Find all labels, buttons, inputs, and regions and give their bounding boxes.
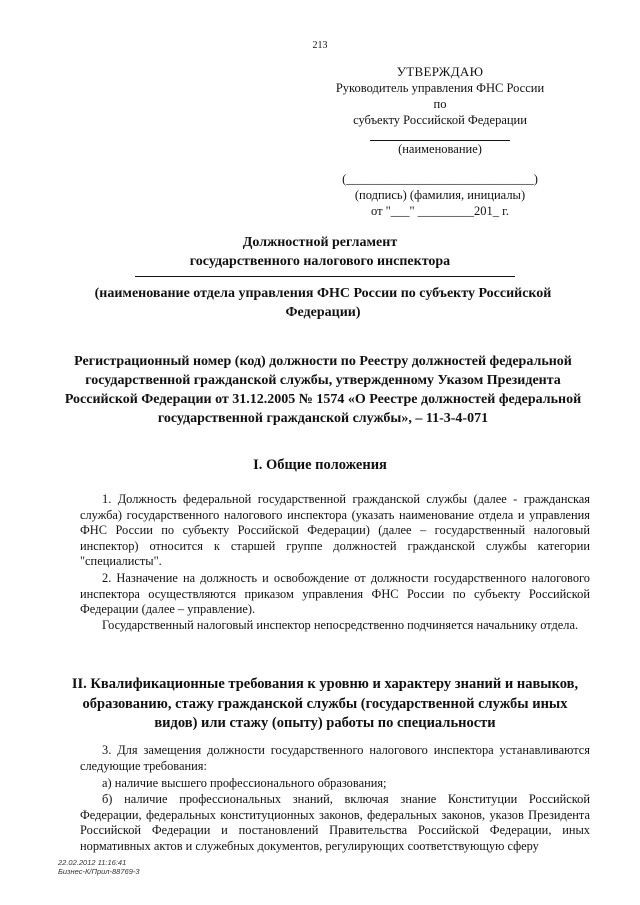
title-line2: государственного налогового инспектора [189,254,451,269]
footer-timestamp: 22.02.2012 11:16:41 [58,858,127,867]
approval-heading: УТВЕРЖДАЮ [396,64,484,79]
approval-position-line2: субъекту Российской Федерации [353,113,527,127]
section1-paragraph3: Государственный налоговый инспектор непосредственно подчиняется начальнику отдела. [102,618,579,632]
section2-item-a: а) наличие высшего профессионального образования; [102,776,387,790]
footer-file-ref: Бизнес-К/Прил-88769-3 [58,867,140,876]
name-caption: (наименование) [398,142,482,156]
section1-paragraph1: 1. Должность федеральной государственной гражданской службы (далее - гражданская служба) государственного налогового инспектора (указать наименование отдела и управления ФНС России по субъекту Российской Федерации) (далее – государственный налоговый инспектор) относится к старшей группе должностей гражданской службы категории "специалисты". [80,492,590,569]
department-blank-line [135,276,515,277]
section2-item-b: б) наличие профессиональных знаний, включая знание Конституции Российской Федерации, федеральных конституционных законов, федеральных законов, указов Президента Российской Федерации и постановлений Правительства Российской Федерации, иных нормативных актов и служебных документов, регулирующих соответствующую сферу [80,792,590,853]
signature-caption: (подпись) (фамилия, инициалы) [354,188,526,202]
footer-stamp [58,858,140,876]
signature-blank: (______________________________) [342,172,538,186]
approval-block [330,64,550,219]
section1-heading: I. Общие положения [253,457,387,473]
title-line1: Должностной регламент [242,235,398,250]
approval-position-line1: Руководитель управления ФНС России по [335,81,545,111]
name-blank-line [370,134,510,141]
section1-paragraph2: 2. Назначение на должность и освобождение от должности государственного налогового инспектора осуществляются приказом управления ФНС России по субъекту Российской Федерации (далее – управление). [80,571,590,617]
document-title [60,233,580,271]
registration-number: Регистрационный номер (код) должности по Реестру должностей федеральной государственной гражданской службы, утвержденному Указом Президента Российской Федерации от 31.12.2005 № 1574 «О Реестре должностей федеральной государственной гражданской службы», – 11-3-4-071 [64,354,582,426]
approval-date: от "___" _________201_ г. [371,204,509,218]
department-name: (наименование отдела управления ФНС России по субъекту Российской Федерации) [94,286,552,320]
section2-paragraph1: 3. Для замещения должности государственного налогового инспектора устанавливаются следующие требования: [80,743,590,773]
page-number: 213 [312,40,328,51]
section2-heading: II. Квалификационные требования к уровню и характеру знаний и навыков, образованию, стажу гражданской службы (государственной службы иных видов) или стажу (опыту) работы по специальности [71,676,579,731]
